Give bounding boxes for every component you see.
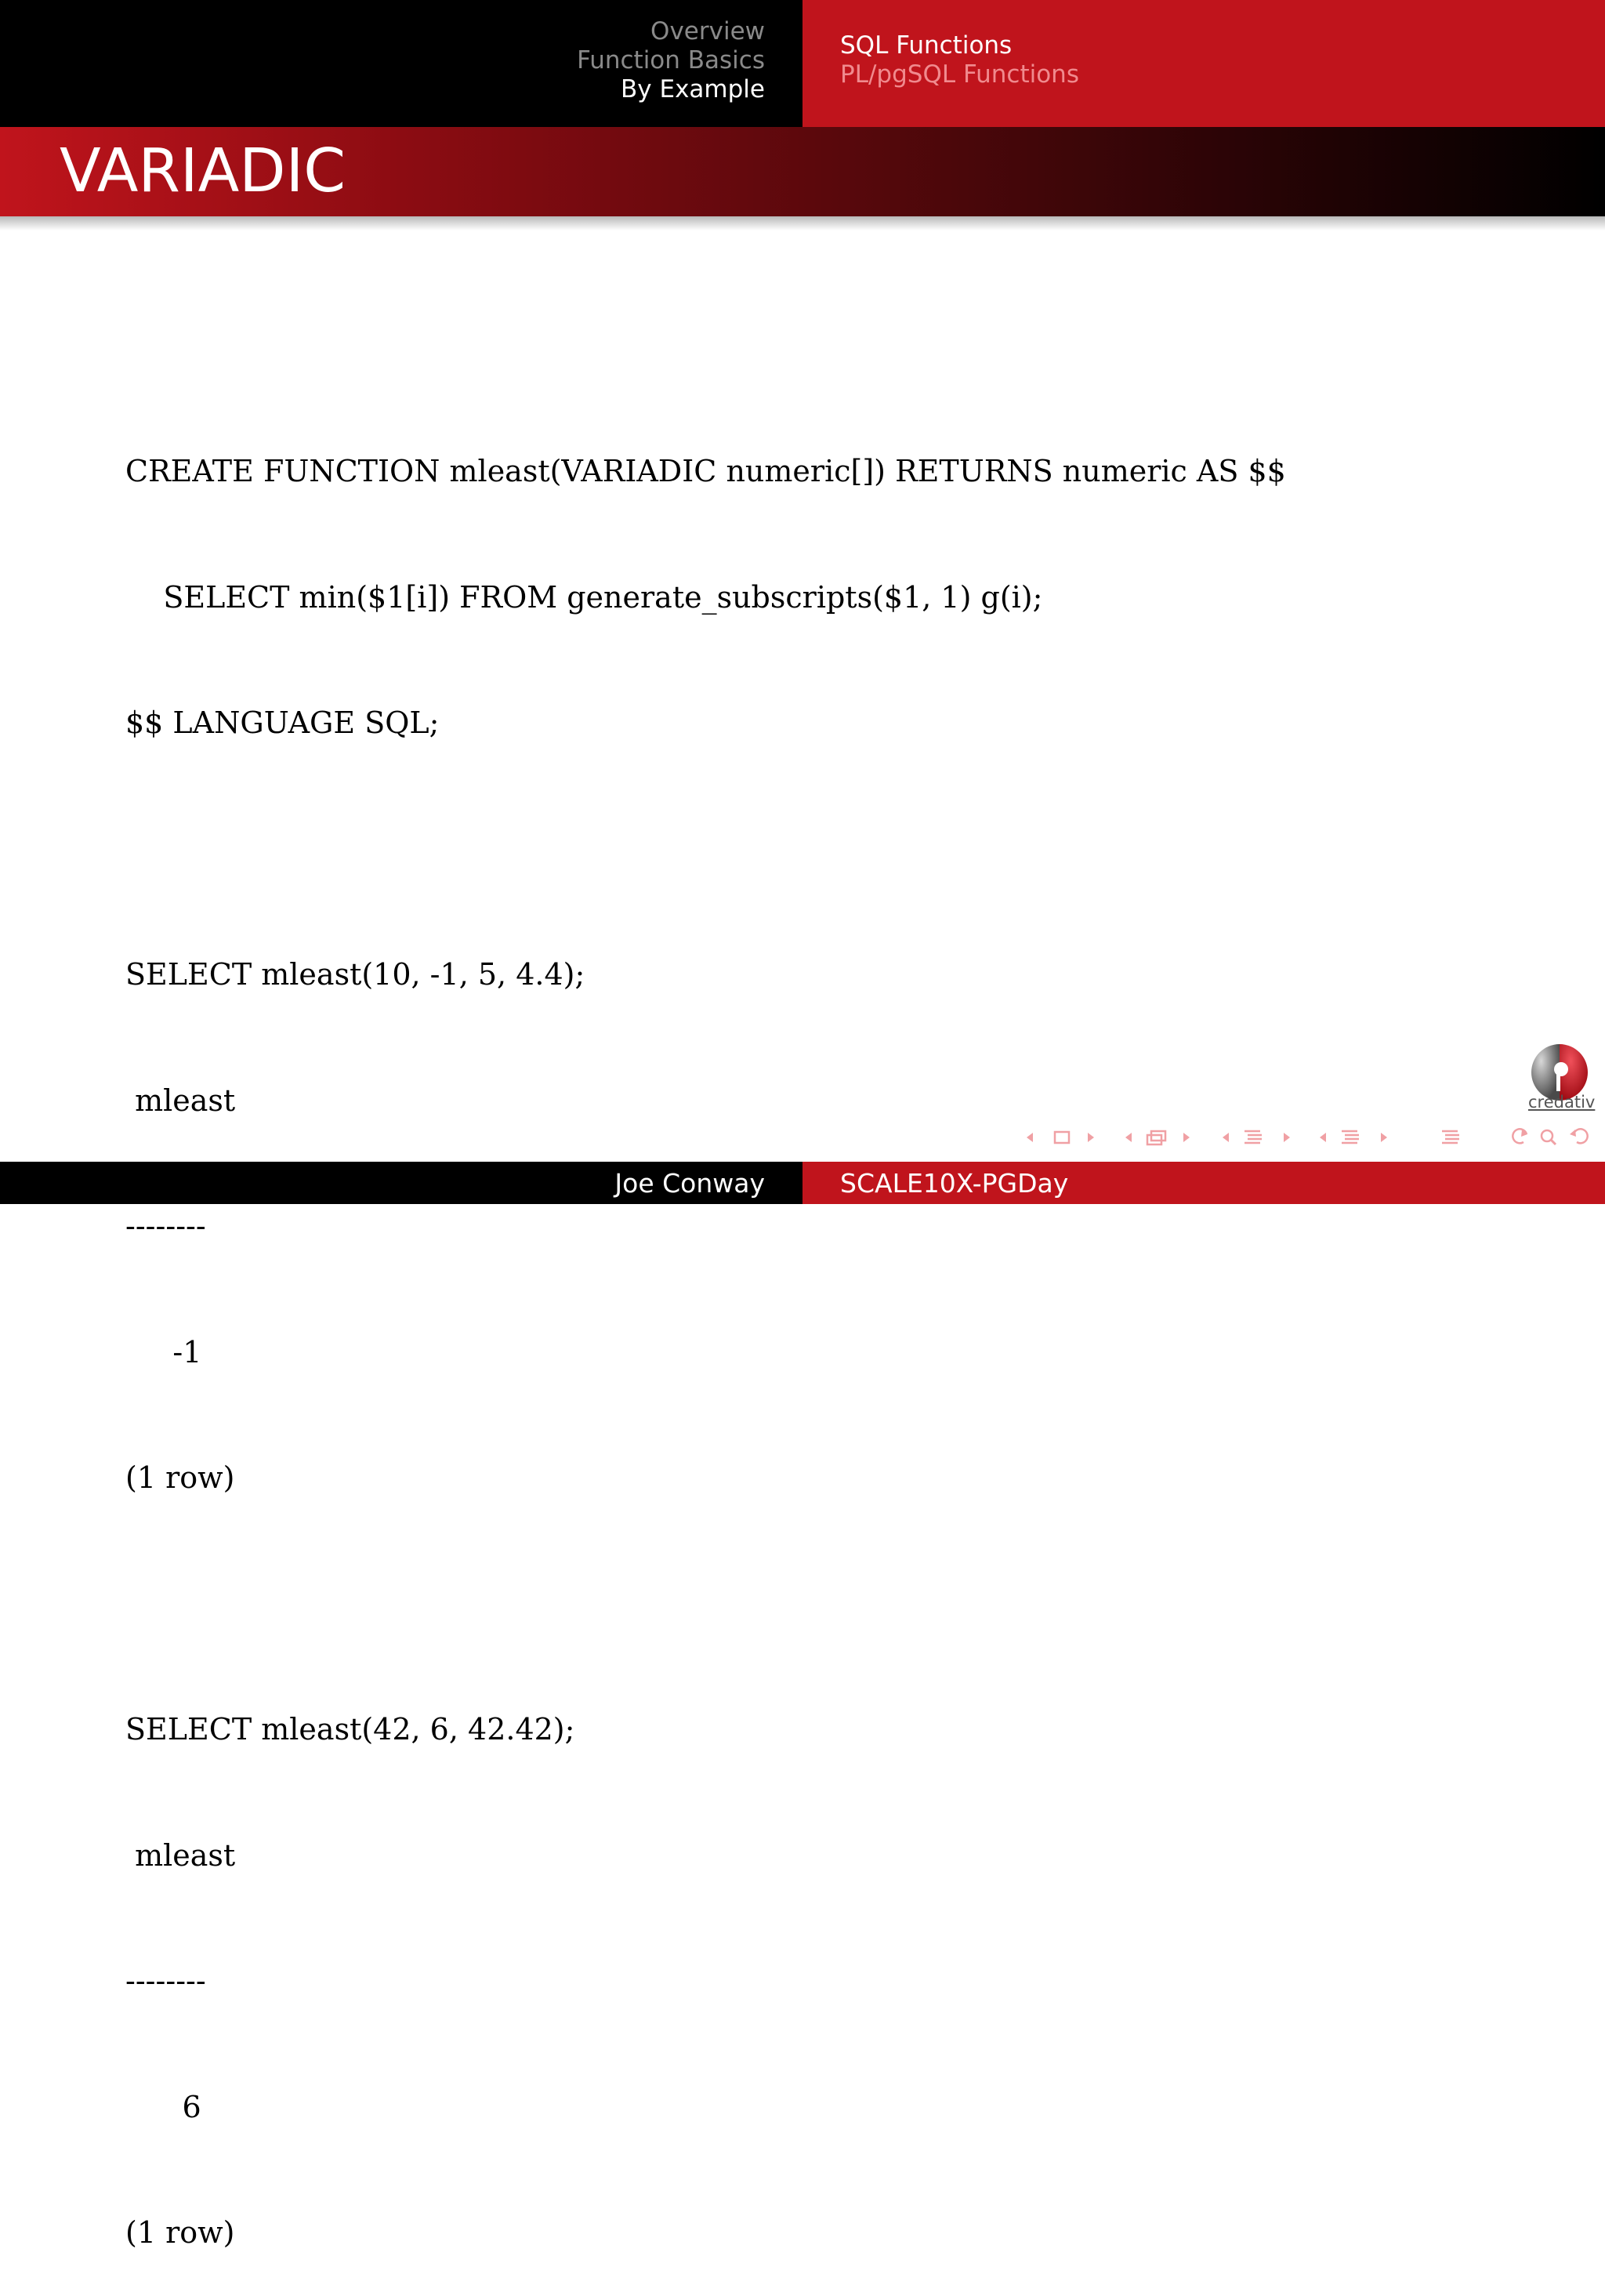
code-line: SELECT min($1[i]) FROM generate_subscripts($1, 1) g(i);	[125, 579, 1043, 615]
nav-section-by-example[interactable]: By Example	[621, 75, 765, 103]
header-subsections-panel	[802, 0, 1605, 127]
nav-section-function-basics[interactable]: Function Basics	[577, 46, 765, 74]
subsection-nav-icon[interactable]	[1121, 1126, 1199, 1148]
document-nav-icon[interactable]	[1439, 1126, 1462, 1148]
subsection-nav	[840, 31, 1079, 89]
code-line: --------	[125, 1964, 206, 1998]
code-line: --------	[125, 1209, 206, 1243]
code-line: $$ LANGUAGE SQL;	[125, 705, 440, 740]
code-line: SELECT mleast(42, 6, 42.42);	[125, 1712, 575, 1746]
frame-title: VARIADIC	[60, 136, 346, 206]
code-line: mleast	[125, 1083, 236, 1118]
footer-event-panel	[802, 1162, 1605, 1204]
nav-subsection-sql-functions[interactable]: SQL Functions	[840, 31, 1013, 60]
title-bar-shadow	[0, 216, 1605, 230]
code-line: SELECT mleast(10, -1, 5, 4.4);	[125, 957, 585, 992]
nav-section-overview[interactable]: Overview	[650, 17, 765, 45]
code-line: -1	[125, 1334, 202, 1369]
footer-author-panel	[0, 1162, 802, 1204]
code-line: CREATE FUNCTION mleast(VARIADIC numeric[]) RETURNS numeric AS $$	[125, 454, 1286, 488]
search-back-forward-icon[interactable]	[1506, 1126, 1592, 1148]
code-line: (1 row)	[125, 1460, 235, 1495]
code-line	[125, 829, 1286, 871]
code-line: 6	[125, 2089, 201, 2124]
code-line	[125, 1583, 1286, 1626]
code-line: (1 row)	[125, 2215, 235, 2250]
footer-author: Joe Conway	[614, 1168, 765, 1199]
subsection-list-nav-icon[interactable]	[1315, 1126, 1393, 1148]
credativ-logo-text: credativ	[1528, 1093, 1596, 1112]
code-block	[125, 367, 1286, 2296]
nav-subsection-plpgsql-functions[interactable]: PL/pgSQL Functions	[840, 60, 1079, 89]
frame-nav-icon[interactable]	[1022, 1126, 1116, 1148]
footer-event: SCALE10X-PGDay	[840, 1168, 1069, 1199]
header-sections-panel	[0, 0, 802, 127]
code-line: mleast	[125, 1837, 236, 1873]
section-nav-icon[interactable]	[1218, 1126, 1296, 1148]
section-nav	[577, 17, 765, 104]
